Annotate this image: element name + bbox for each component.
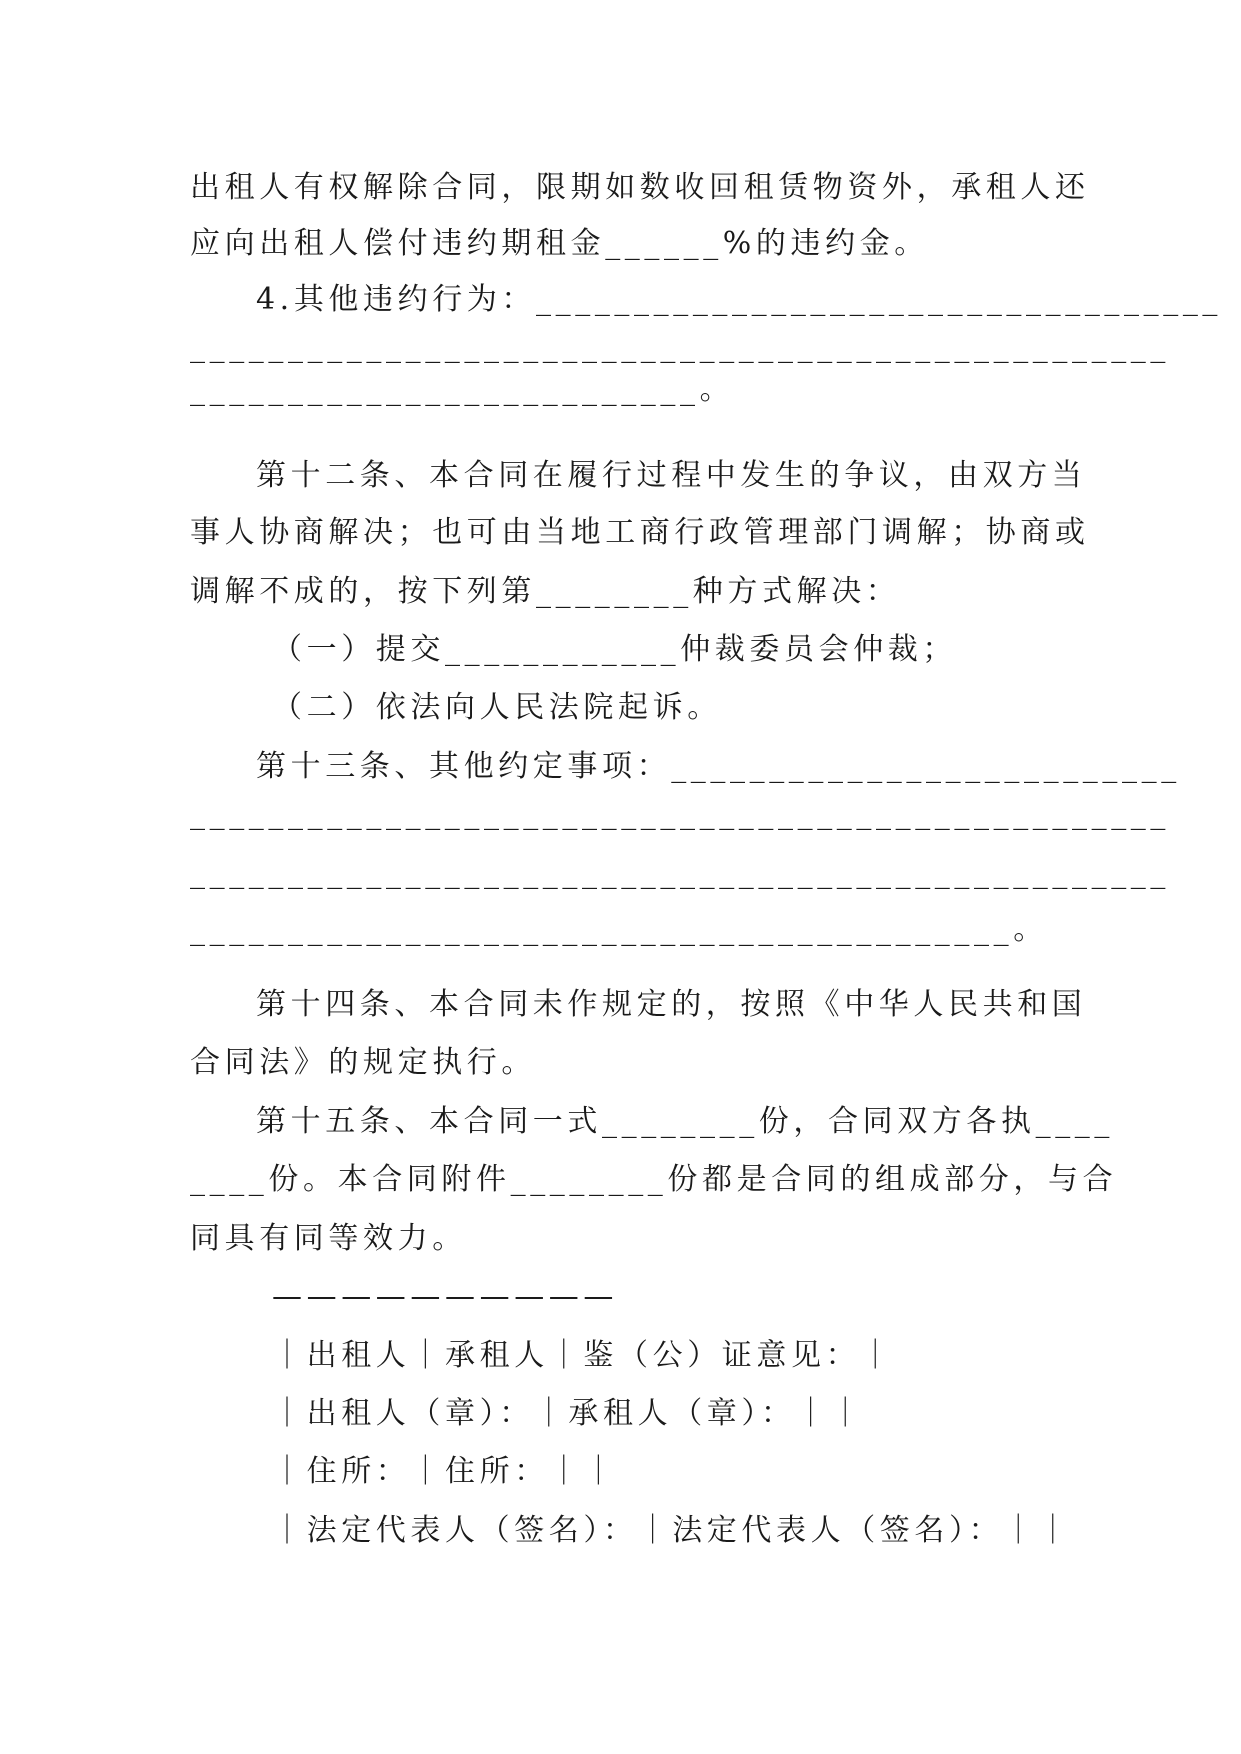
text-line: ____份。本合同附件________份都是合同的组成部分，与合 [190, 1162, 1118, 1197]
text-line: 第十四条、本合同未作规定的，按照《中华人民共和国 [256, 987, 1087, 1022]
text-line: __________________________。 [190, 372, 735, 407]
text-line: （二）依法向人民法院起诉。 [272, 690, 722, 725]
text-line: ｜住所：｜住所：｜｜ [272, 1454, 618, 1489]
text-line: ｜出租人（章）：｜承租人（章）：｜｜ [272, 1396, 865, 1431]
text-line: __________________________________________________ [190, 796, 1170, 831]
dash-separator: —————————— [272, 1279, 618, 1314]
text-line: ｜法定代表人（签名）：｜法定代表人（签名）：｜｜ [272, 1513, 1073, 1548]
text-line: 合同法》的规定执行。 [190, 1045, 536, 1080]
text-line: __________________________________________。 [190, 912, 1048, 947]
text-line: 第十三条、其他约定事项：__________________________ [256, 749, 1181, 784]
text-line: 事人协商解决；也可由当地工商行政管理部门调解；协商或 [190, 515, 1090, 550]
text-line: 4.其他违约行为：___________________________________ [256, 282, 1223, 317]
text-line: __________________________________________________ [190, 329, 1170, 364]
text-line: （一）提交____________仲裁委员会仲裁； [272, 632, 957, 667]
text-line: 第十二条、本合同在履行过程中发生的争议，由双方当 [256, 458, 1087, 493]
text-line: 第十五条、本合同一式________份，合同双方各执____ [256, 1104, 1114, 1139]
text-line: __________________________________________________ [190, 855, 1170, 890]
text-line: 出租人有权解除合同，限期如数收回租赁物资外，承租人还 [190, 170, 1090, 205]
text-line: ｜出租人｜承租人｜鉴（公）证意见：｜ [272, 1338, 895, 1373]
text-line: 同具有同等效力。 [190, 1221, 467, 1256]
text-line: 调解不成的，按下列第________种方式解决： [190, 574, 901, 609]
text-line: 应向出租人偿付违约期租金______%的违约金。 [190, 226, 929, 261]
